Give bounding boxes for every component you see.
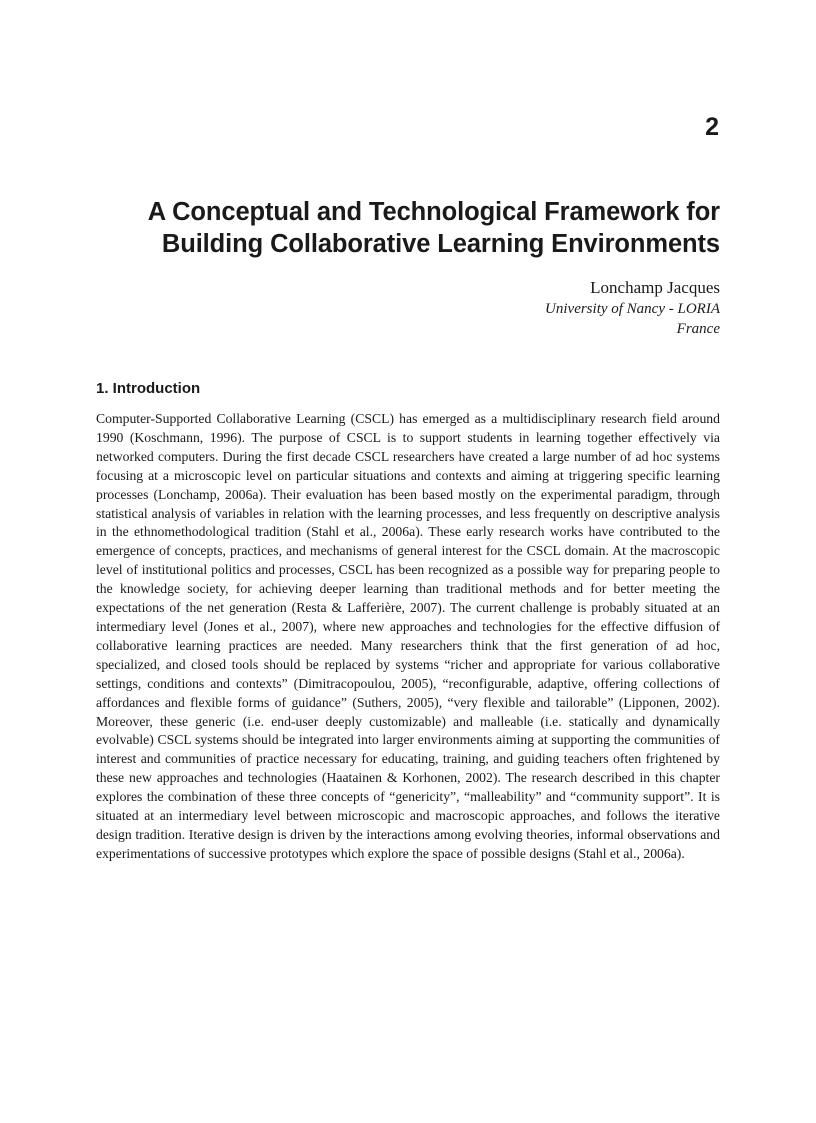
author-block [545,277,720,339]
chapter-title [96,196,720,260]
chapter-number: 2 [705,113,719,141]
introduction-paragraph: Computer-Supported Collaborative Learning (CSCL) has emerged as a multidisciplinary research field around 1990 (Koschmann, 1996). The purpose of CSCL is to support students in learning together effectively via networked computers. During the first decade CSCL researchers have created a large number of ad hoc systems focusing at a microscopic level on particular situations and contexts and aiming at triggering specific learning processes (Lonchamp, 2006a). Their evaluation has been based mostly on the experimental paradigm, through statistical analysis of variables in relation with the learning processes, and less frequently on descriptive analysis in the ethnomethodological tradition (Stahl et al., 2006a). These early research works have contributed to the emergence of concepts, practices, and mechanisms of general interest for the CSCL domain. At the macroscopic level of institutional politics and processes, CSCL has been recognized as a possible way for preparing people to the knowledge society, for achieving deeper learning than traditional methods and for better meeting the expectations of the net generation (Resta & Lafferière, 2007). The current challenge is probably situated at an intermediary level (Jones et al., 2007), where new approaches and technologies for the effective diffusion of collaborative learning practices are needed. Many researchers think that the first generation of ad hoc, specialized, and closed tools should be replaced by systems “richer and appropriate for various collaborative settings, conditions and contexts” (Dimitracopoulou, 2005), “reconfigurable, adaptive, offering collections of affordances and flexible forms of guidance” (Suthers, 2005), “very flexible and tailorable” (Lipponen, 2002). Moreover, these generic (i.e. end-user deeply customizable) and malleable (i.e. statically and dynamically evolvable) CSCL systems should be integrated into larger environments aiming at supporting the communities of interest and communities of practice necessary for educating, training, and guiding teachers often frightened by these new approaches and technologies (Haatainen & Korhonen, 2002). The research described in this chapter explores the combination of these three concepts of “genericity”, “malleability” and “community support”. It is situated at an intermediary level between microscopic and macroscopic approaches, and follows the iterative design tradition. Iterative design is driven by the interactions among evolving theories, informal observations and experimentations of successive prototypes which explore the space of possible designs (Stahl et al., 2006a). [96,411,720,861]
author-name: Lonchamp Jacques [590,278,720,297]
author-institution: University of Nancy - LORIA [545,301,720,317]
author-country: France [676,321,720,337]
section-heading-introduction: 1. Introduction [96,380,201,397]
chapter-title-line-1: A Conceptual and Technological Framework for [147,198,720,226]
chapter-title-line-2: Building Collaborative Learning Environments [161,230,720,258]
